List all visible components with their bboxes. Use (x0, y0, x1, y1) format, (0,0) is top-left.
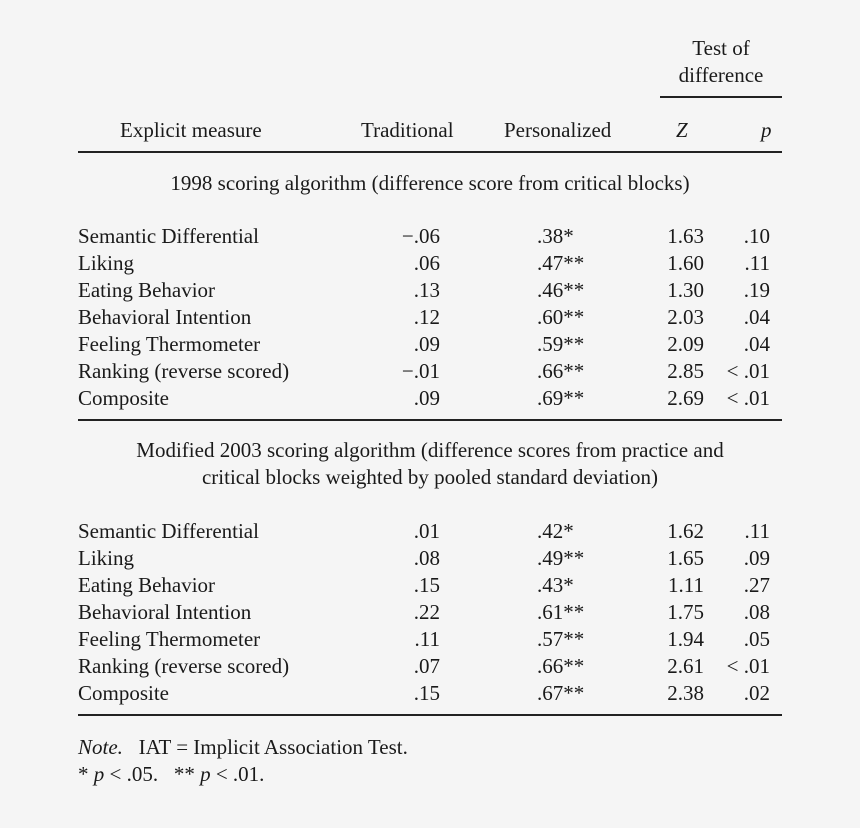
traditional-cell: .09 (413, 386, 440, 410)
z-cell: 1.75 (667, 600, 704, 624)
p-cell: .04 (743, 332, 770, 356)
p-cell: < .01 (726, 386, 770, 410)
sig2-p: p (200, 762, 211, 786)
table-row (0, 600, 860, 627)
traditional-cell: .01 (413, 519, 440, 543)
traditional-cell: −.01 (401, 359, 440, 383)
measure-cell: Semantic Differential (78, 224, 259, 248)
table-row (0, 681, 860, 708)
personalized-cell: .61** (537, 600, 585, 624)
personalized-cell: .69** (537, 386, 585, 410)
traditional-cell: .07 (413, 654, 440, 678)
personalized-cell: .66** (537, 654, 585, 678)
traditional-cell: .22 (413, 600, 440, 624)
p-cell: .05 (743, 627, 770, 651)
table-row (0, 546, 860, 573)
p-cell: .04 (743, 305, 770, 329)
p-cell: .11 (744, 519, 770, 543)
table-row (0, 627, 860, 654)
z-cell: 2.38 (667, 681, 704, 705)
note-text: IAT = Implicit Association Test. (138, 735, 408, 759)
traditional-cell: .15 (413, 681, 440, 705)
col-header-traditional: Traditional (361, 118, 454, 142)
measure-cell: Eating Behavior (78, 573, 216, 597)
personalized-cell: .67** (537, 681, 585, 705)
table-row (0, 573, 860, 600)
traditional-cell: .15 (413, 573, 440, 597)
p-cell: .19 (743, 278, 770, 302)
traditional-cell: .11 (414, 627, 440, 651)
measure-cell: Ranking (reverse scored) (78, 654, 290, 678)
p-cell: < .01 (726, 359, 770, 383)
test-of-difference-line2: difference (678, 63, 764, 87)
z-cell: 1.62 (667, 519, 704, 543)
section1-rule (78, 419, 782, 421)
table-row (0, 332, 860, 359)
table-row (0, 386, 860, 413)
z-cell: 1.30 (667, 278, 704, 302)
z-cell: 2.61 (667, 654, 704, 678)
table-row (0, 519, 860, 546)
table-row (0, 278, 860, 305)
sig2-rest: < .01. (210, 762, 265, 786)
measure-cell: Eating Behavior (78, 278, 216, 302)
table-note (78, 734, 408, 761)
p-cell: .02 (743, 681, 770, 705)
note-label: Note. (78, 735, 123, 759)
col-header-z: Z (676, 118, 688, 142)
sig1-rest: < .05. (104, 762, 159, 786)
personalized-cell: .49** (537, 546, 585, 570)
z-cell: 1.60 (667, 251, 704, 275)
measure-cell: Liking (78, 546, 134, 570)
table-row (0, 359, 860, 386)
sig1-prefix: * (78, 762, 94, 786)
p-cell: .09 (743, 546, 770, 570)
measure-cell: Behavioral Intention (78, 305, 252, 329)
z-cell: 1.63 (667, 224, 704, 248)
sig1-p: p (93, 762, 105, 786)
header-rule (78, 151, 782, 153)
col-header-personalized: Personalized (504, 118, 612, 142)
test-of-difference-rule (660, 96, 782, 98)
z-cell: 1.11 (668, 573, 704, 597)
sig2-prefix: ** (173, 762, 201, 786)
personalized-cell: .43* (537, 573, 574, 597)
table-row (0, 305, 860, 332)
measure-cell: Composite (78, 386, 170, 410)
z-cell: 2.09 (667, 332, 704, 356)
col-header-measure: Explicit measure (120, 118, 262, 142)
section1-title: 1998 scoring algorithm (difference score from critical blocks) (170, 171, 690, 195)
table-row (0, 224, 860, 251)
test-of-difference-line1: Test of (692, 36, 750, 60)
measure-cell: Composite (78, 681, 170, 705)
z-cell: 2.03 (667, 305, 704, 329)
p-cell: .08 (743, 600, 770, 624)
personalized-cell: .59** (537, 332, 585, 356)
measure-cell: Feeling Thermometer (78, 332, 261, 356)
personalized-cell: .46** (537, 278, 585, 302)
significance-note (78, 761, 264, 788)
traditional-cell: .13 (413, 278, 440, 302)
section2-rule (78, 714, 782, 716)
traditional-cell: −.06 (401, 224, 440, 248)
z-cell: 2.69 (667, 386, 704, 410)
section2-title-line2: critical blocks weighted by pooled standard deviation) (201, 465, 659, 489)
measure-cell: Feeling Thermometer (78, 627, 261, 651)
traditional-cell: .12 (413, 305, 440, 329)
z-cell: 2.85 (667, 359, 704, 383)
z-cell: 1.94 (667, 627, 704, 651)
measure-cell: Semantic Differential (78, 519, 259, 543)
table-row (0, 251, 860, 278)
personalized-cell: .66** (537, 359, 585, 383)
p-cell: .11 (744, 251, 770, 275)
traditional-cell: .09 (413, 332, 440, 356)
personalized-cell: .60** (537, 305, 585, 329)
personalized-cell: .38* (537, 224, 574, 248)
measure-cell: Behavioral Intention (78, 600, 252, 624)
personalized-cell: .47** (537, 251, 585, 275)
p-cell: .27 (743, 573, 770, 597)
measure-cell: Ranking (reverse scored) (78, 359, 290, 383)
p-cell: .10 (743, 224, 770, 248)
measure-cell: Liking (78, 251, 134, 275)
traditional-cell: .06 (413, 251, 440, 275)
personalized-cell: .42* (537, 519, 574, 543)
traditional-cell: .08 (413, 546, 440, 570)
p-cell: < .01 (726, 654, 770, 678)
col-header-p: p (761, 118, 772, 142)
table-row (0, 654, 860, 681)
section2-title-line1: Modified 2003 scoring algorithm (difference scores from practice and (136, 438, 724, 462)
personalized-cell: .57** (537, 627, 585, 651)
z-cell: 1.65 (667, 546, 704, 570)
